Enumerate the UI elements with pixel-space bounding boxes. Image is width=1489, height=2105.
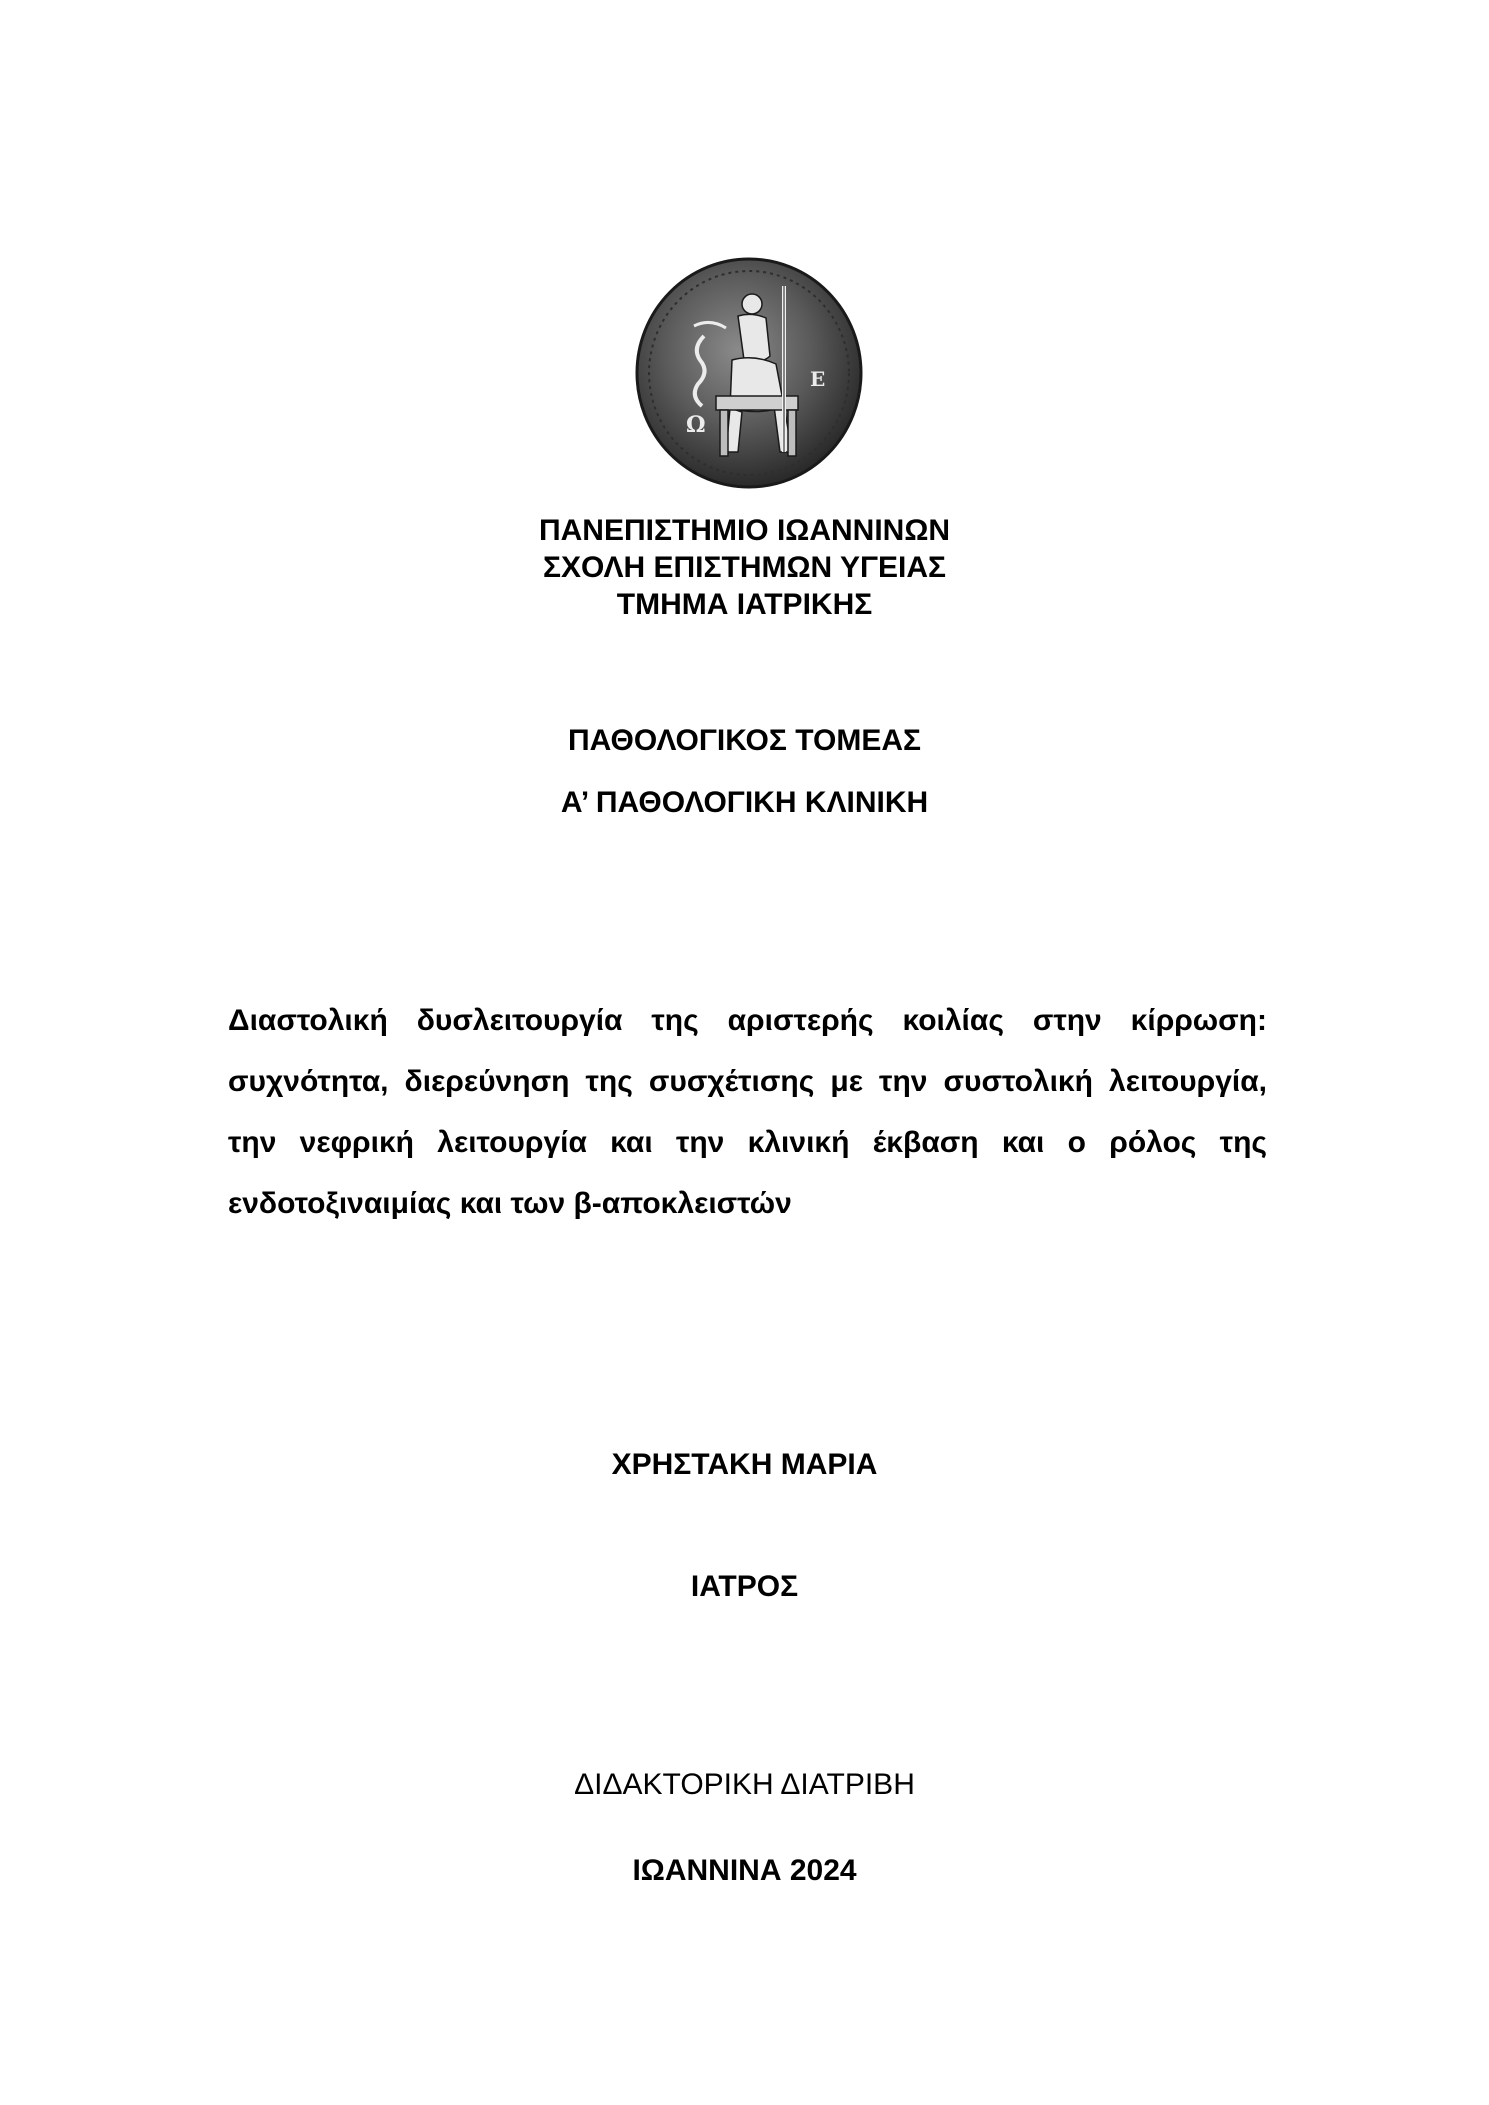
svg-text:Ε: Ε — [810, 367, 826, 391]
university-name: ΠΑΝΕΠΙΣΤΗΜΙΟ ΙΩΑΝΝΙΝΩΝ — [538, 514, 951, 547]
place-year: ΙΩΑΝΝΙΝΑ 2024 — [632, 1854, 857, 1887]
university-coin-emblem-icon — [634, 256, 864, 490]
institution-header — [0, 512, 1489, 623]
author-name: ΧΡΗΣΤΑΚΗ ΜΑΡΙΑ — [611, 1448, 878, 1481]
author-role: ΙΑΤΡΟΣ — [690, 1570, 799, 1603]
school-name: ΣΧΟΛΗ ΕΠΙΣΤΗΜΩΝ ΥΓΕΙΑΣ — [542, 551, 947, 584]
sector-name: ΠΑΘΟΛΟΓΙΚΟΣ ΤΟΜΕΑΣ — [567, 724, 922, 757]
department-name: ΤΜΗΜΑ ΙΑΤΡΙΚΗΣ — [616, 588, 873, 621]
thesis-title: Διαστολική δυσλειτουργία της αριστερής κοιλίας στην κίρρωση: συχνότητα, διερεύνηση της συσχέτισης με την συστολική λειτουργία, την νεφρική λειτουργία και την κλινική έκβαση και ο ρόλος της ενδοτοξιναιμίας και των β-αποκλειστών — [228, 1004, 1267, 1220]
svg-text:Ω: Ω — [686, 412, 706, 438]
clinic-name: Α’ ΠΑΘΟΛΟΓΙΚΗ ΚΛΙΝΙΚΗ — [560, 786, 929, 819]
thesis-type: ΔΙΔΑΚΤΟΡΙΚΗ ΔΙΑΤΡΙΒΗ — [574, 1768, 915, 1801]
